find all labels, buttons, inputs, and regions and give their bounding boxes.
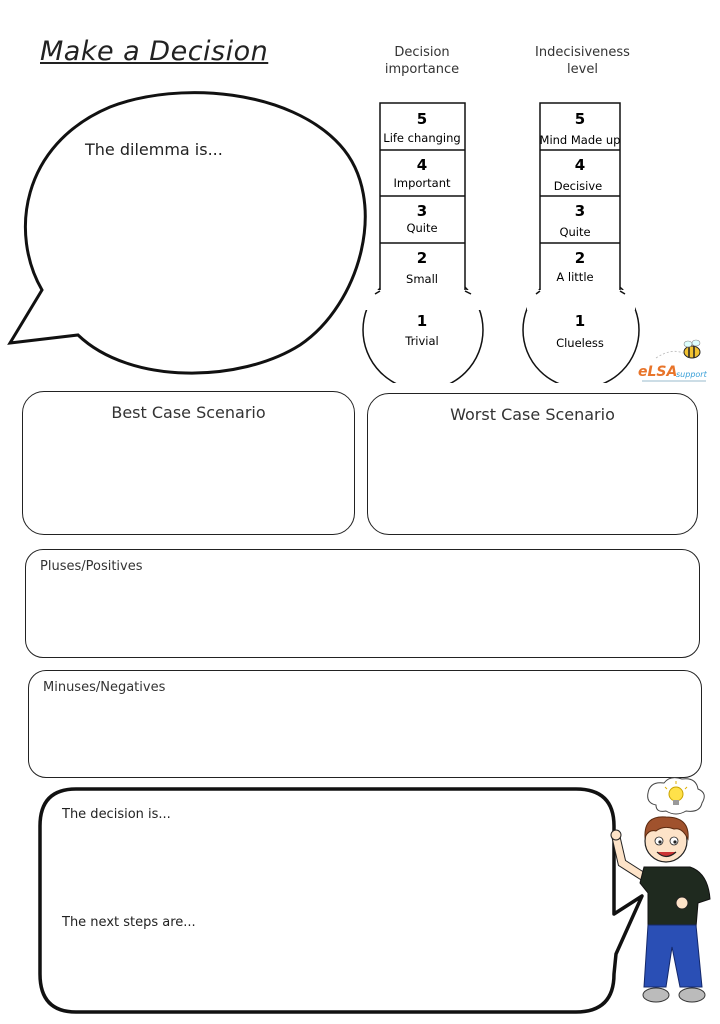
logo-text: eLSA [638,364,678,380]
next-steps-prompt: The next steps are... [62,915,196,930]
importance-level-5-number: 5 [416,110,428,128]
dilemma-prompt: The dilemma is... [85,140,223,159]
indecisiveness-level-1-number: 1 [574,312,586,330]
indecisiveness-level-2-number: 2 [574,249,586,267]
indecisiveness-level-4-label: Decisive [553,179,603,193]
logo-suffix: support [676,370,707,379]
best-case-title: Best Case Scenario [111,403,266,422]
indecisiveness-level-5-number: 5 [574,110,586,128]
decision-prompt: The decision is... [62,807,171,822]
indecisiveness-level-5-label: Mind Made up [539,133,621,147]
indecisiveness-level-1-label: Clueless [556,336,604,350]
worst-case-title: Worst Case Scenario [450,405,615,424]
importance-level-4-number: 4 [416,156,428,174]
indecisiveness-level-3-label: Quite [559,225,591,239]
page-title: Make a Decision [40,36,269,67]
minuses-title: Minuses/Negatives [43,680,166,695]
importance-level-3-label: Quite [406,221,438,235]
importance-level-1-number: 1 [416,312,428,330]
indecisiveness-level-2-label: A little [556,270,594,284]
elsa-support-logo [636,336,716,388]
boy-idea-illustration [604,775,718,1020]
best-case-box[interactable] [22,391,355,535]
indecisiveness-level-4-number: 4 [574,156,586,174]
indecisiveness-thermometer [515,98,655,383]
importance-level-2-number: 2 [416,249,428,267]
importance-level-4-label: Important [393,176,451,190]
importance-level-3-number: 3 [416,202,428,220]
indecisiveness-heading: Indecisiveness level [535,45,630,77]
importance-level-5-label: Life changing [383,131,461,145]
pluses-title: Pluses/Positives [40,559,143,574]
bee-icon [656,340,700,358]
lightbulb-icon [648,778,705,814]
indecisiveness-level-3-number: 3 [574,202,586,220]
worst-case-box[interactable] [367,393,698,535]
importance-level-1-label: Trivial [405,334,439,348]
importance-level-2-label: Small [406,272,438,286]
pluses-box[interactable] [25,549,700,658]
dilemma-speech-bubble [0,85,370,385]
importance-heading: Decision importance [384,45,460,77]
minuses-box[interactable] [28,670,702,778]
importance-thermometer [355,98,495,383]
